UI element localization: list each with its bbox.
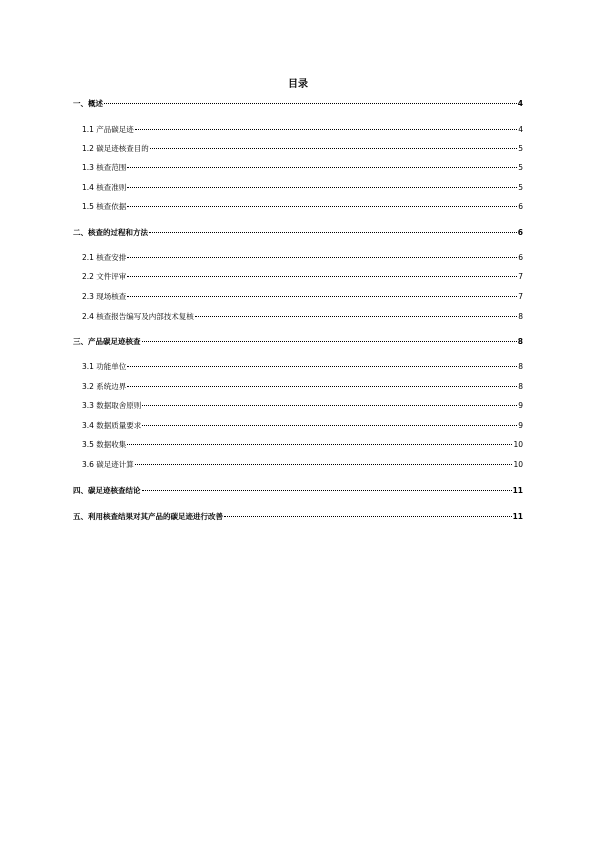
toc-entry-2-3[interactable] — [82, 292, 523, 302]
toc-leader-dots — [127, 206, 517, 207]
toc-leader-dots — [127, 444, 512, 445]
toc-entry-label: 1.4 核查准则 — [82, 183, 127, 192]
toc-entry-label: 3.2 系统边界 — [82, 382, 127, 391]
toc-leader-dots — [127, 296, 517, 297]
toc-entry-page: 7 — [518, 292, 523, 301]
toc-entry-page: 9 — [518, 401, 523, 410]
toc-entry-3-4[interactable] — [82, 421, 523, 431]
toc-entry-page: 8 — [518, 312, 523, 321]
toc-entry-page: 6 — [517, 228, 523, 237]
toc-entry-1-5[interactable] — [82, 202, 523, 212]
toc-entry-section-2[interactable] — [73, 228, 523, 238]
toc-leader-dots — [150, 148, 517, 149]
toc-entry-3-3[interactable] — [82, 401, 523, 411]
toc-leader-dots — [127, 187, 517, 188]
toc-entry-1-4[interactable] — [82, 183, 523, 193]
toc-leader-dots — [135, 464, 513, 465]
toc-leader-dots — [135, 129, 517, 130]
toc-entry-section-5[interactable] — [73, 512, 523, 522]
toc-leader-dots — [127, 257, 517, 258]
toc-entry-page: 7 — [518, 272, 523, 281]
toc-entry-page: 6 — [518, 202, 523, 211]
toc-entry-section-3[interactable] — [73, 337, 523, 347]
toc-entry-label: 五、利用核查结果对其产品的碳足迹进行改善 — [73, 512, 223, 521]
toc-entry-page: 9 — [518, 421, 523, 430]
toc-entry-page: 11 — [512, 486, 523, 495]
toc-leader-dots — [127, 366, 517, 367]
toc-entry-section-1[interactable] — [73, 99, 523, 109]
toc-entry-label: 2.2 文件评审 — [82, 272, 127, 281]
toc-entry-label: 3.5 数据收集 — [82, 440, 127, 449]
toc-entry-page: 11 — [512, 512, 523, 521]
toc-entry-label: 四、碳足迹核查结论 — [73, 486, 141, 495]
toc-leader-dots — [104, 103, 517, 104]
toc-entry-page: 4 — [517, 99, 523, 108]
toc-entry-page: 5 — [518, 163, 523, 172]
toc-entry-label: 二、核查的过程和方法 — [73, 228, 148, 237]
toc-entry-label: 1.3 核查范围 — [82, 163, 127, 172]
toc-entry-label: 1.1 产品碳足迹 — [82, 125, 134, 134]
toc-entry-page: 6 — [518, 253, 523, 262]
toc-leader-dots — [142, 341, 517, 342]
toc-entry-page: 10 — [513, 460, 523, 469]
toc-leader-dots — [142, 490, 512, 491]
toc-leader-dots — [127, 167, 517, 168]
toc-entry-label: 3.1 功能单位 — [82, 362, 127, 371]
toc-entry-3-2[interactable] — [82, 382, 523, 392]
toc-entry-page: 10 — [513, 440, 523, 449]
toc-entry-2-1[interactable] — [82, 253, 523, 263]
toc-leader-dots — [127, 386, 517, 387]
toc-entry-1-2[interactable] — [82, 144, 523, 154]
toc-entry-label: 2.4 核查报告编写及内部技术复核 — [82, 312, 194, 321]
toc-entry-section-4[interactable] — [73, 486, 523, 496]
toc-entry-label: 3.4 数据质量要求 — [82, 421, 142, 430]
toc-entry-1-3[interactable] — [82, 163, 523, 173]
toc-entry-label: 一、概述 — [73, 99, 103, 108]
toc-leader-dots — [127, 276, 517, 277]
toc-entry-2-2[interactable] — [82, 272, 523, 282]
toc-entry-label: 2.1 核查安排 — [82, 253, 127, 262]
toc-leader-dots — [149, 232, 517, 233]
toc-entry-3-5[interactable] — [82, 440, 523, 450]
page-title: 目录 — [288, 79, 308, 90]
toc-entry-page: 5 — [518, 144, 523, 153]
toc-entry-1-1[interactable] — [82, 125, 523, 135]
toc-leader-dots — [142, 405, 517, 406]
toc-entry-label: 3.3 数据取舍原则 — [82, 401, 142, 410]
toc-entry-label: 三、产品碳足迹核查 — [73, 337, 141, 346]
toc-entry-3-1[interactable] — [82, 362, 523, 372]
toc-entry-page: 5 — [518, 183, 523, 192]
toc-leader-dots — [142, 425, 517, 426]
toc-entry-page: 8 — [517, 337, 523, 346]
toc-entry-label: 1.5 核查依据 — [82, 202, 127, 211]
toc-entry-page: 4 — [518, 125, 523, 134]
toc-entry-2-4[interactable] — [82, 312, 523, 322]
toc-entry-page: 8 — [518, 362, 523, 371]
toc-entry-3-6[interactable] — [82, 460, 523, 470]
toc-leader-dots — [224, 516, 512, 517]
toc-entry-page: 8 — [518, 382, 523, 391]
toc-entry-label: 1.2 碳足迹核查目的 — [82, 144, 149, 153]
toc-entry-label: 3.6 碳足迹计算 — [82, 460, 134, 469]
toc-entry-label: 2.3 现场核查 — [82, 292, 127, 301]
toc-leader-dots — [195, 316, 517, 317]
